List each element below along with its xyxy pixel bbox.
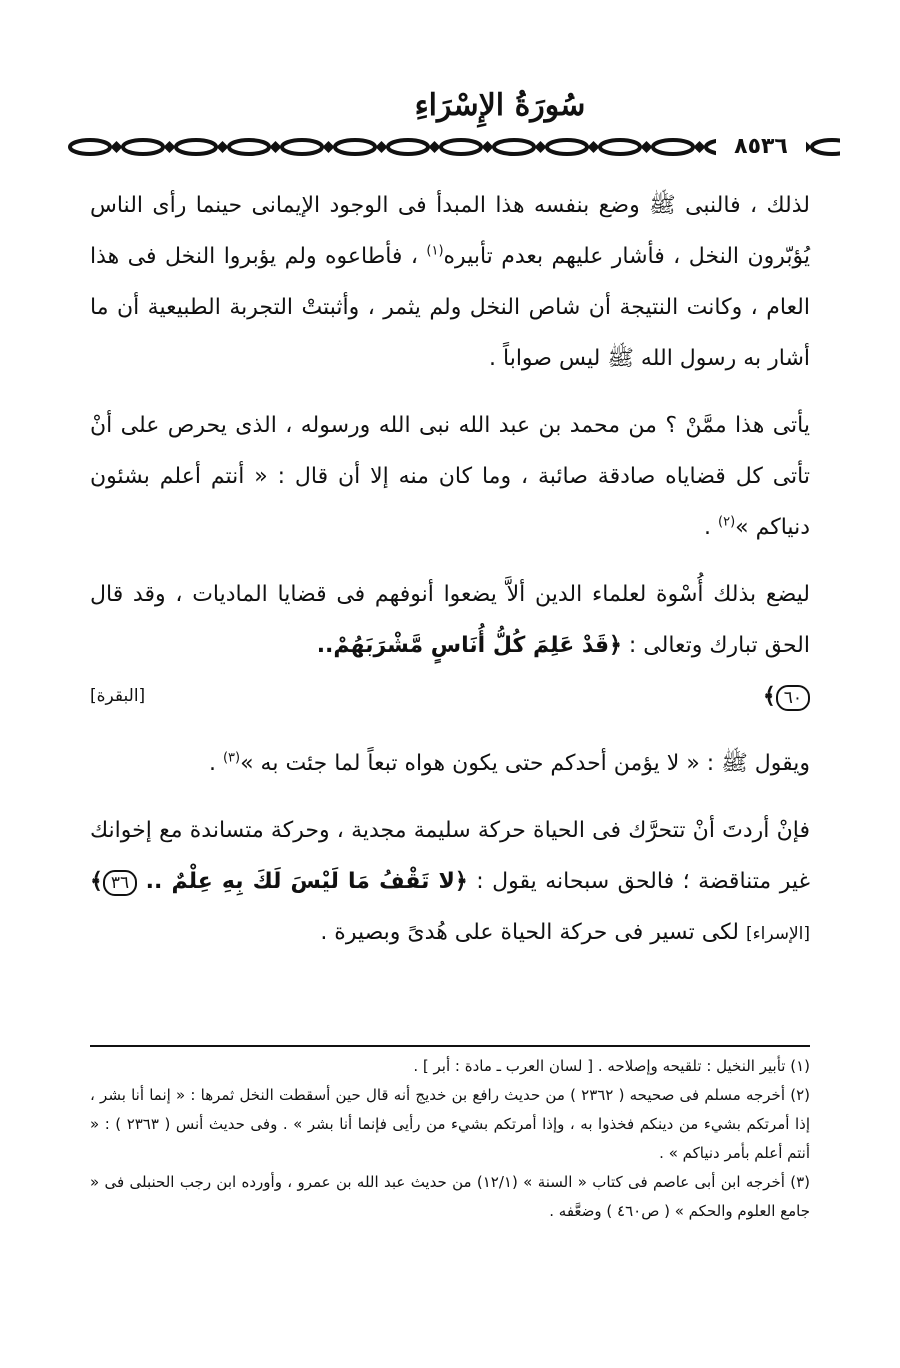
footnote-2: (٢) أخرجه مسلم فى صحيحه ( ٢٣٦٢ ) من حديث رافع بن خديج أنه قال حين أسقطت النخل ثمرها : « إنما أنا بشر ، إذا أمرتكم بشيء من دينكم فخذوا به ، وإذا أمرتكم بشيء من رأيى فإنما أنا بشر » . وفى حديث أنس ( ٢٣٦٣ ) : « أنتم أعلم بأمر دنياكم » . [90, 1086, 810, 1162]
paragraph-4-text: ويقول ﷺ : « لا يؤمن أحدكم حتى يكون هواه تبعاً لما جئت به » [240, 751, 810, 776]
ornament-diamond [376, 141, 388, 153]
footnote-ref-2: (٢) [718, 514, 736, 530]
ornament-link [494, 140, 534, 154]
page-header [60, 88, 840, 168]
ornament-diamond [111, 141, 123, 153]
ornament-link [335, 140, 375, 154]
footnote-3: (٣) أخرجه ابن أبى عاصم فى كتاب « السنة » (١٢/١) من حديث عبد الله بن عمرو ، وأورده ابن رجب الحنبلى فى « جامع العلوم والحكم » ( ص٤٦٠ ) وضعَّفه . [90, 1173, 811, 1220]
footnote-ref-3: (٣) [222, 750, 241, 766]
quran-close-1: ﴾ [762, 684, 776, 709]
paragraph-4 [90, 738, 810, 789]
quran-close-2: ﴾ [90, 869, 103, 894]
verse-marker-1 [763, 671, 810, 722]
footnote-ref-1: (١) [426, 243, 444, 259]
ornament-link [441, 140, 481, 154]
verse-number-1: ٦٠ [776, 685, 810, 711]
main-text [90, 180, 810, 976]
paragraph-4-end: . [208, 751, 216, 776]
ornament-diamond [588, 141, 600, 153]
ornament-diamond [482, 141, 494, 153]
ornament-link [229, 140, 269, 154]
ornament-diamond [217, 141, 229, 153]
surah-source-1: [البقرة] [90, 686, 146, 706]
page-number: ٨٥٣٦ [716, 134, 806, 160]
ornament-diamond [535, 141, 547, 153]
paragraph-5 [90, 805, 810, 960]
paragraph-1-continued: ، فأطاعوه ولم يؤبروا النخل فى هذا العام ، وكانت النتيجة أن شاص النخل ولم يثمر ، وأثبتتْ التجربة الطبيعية أن ما أشار به رسول الله ﷺ ليس صواباً . [90, 244, 810, 371]
paragraph-3 [90, 569, 810, 722]
paragraph-1 [90, 180, 810, 384]
footnote-1: (١) تأبير النخيل : تلقيحه وإصلاحه . [ لسان العرب ـ مادة : أبر ] . [413, 1057, 810, 1075]
ornament-link [176, 140, 216, 154]
surah-source-2: [الإسراء] [745, 924, 810, 944]
ornament-diamond [641, 141, 653, 153]
surah-title: سُورَةُ الإِسْرَاءِ [414, 88, 586, 123]
quran-quote-2: ﴿لا تَقْفُ مَا لَيْسَ لَكَ بِهِ عِلْمٌ .. [145, 869, 468, 894]
verse-number-2: ٣٦ [103, 870, 137, 896]
paragraph-5-text: فإنْ أردتَ أنْ تتحرَّك فى الحياة حركة سليمة مجدية ، وحركة متساندة مع إخوانك غير متناقضة ؛ فالحق سبحانه يقول : [90, 818, 810, 894]
ornament-diamond [270, 141, 282, 153]
quran-quote-1: ﴿قَدْ عَلِمَ كُلُّ أُنَاسٍ مَّشْرَبَهُمْ.. [316, 633, 622, 658]
ornament-diamond [323, 141, 335, 153]
ornament-link [123, 140, 163, 154]
ornament-diamond [164, 141, 176, 153]
footnotes [90, 1052, 810, 1226]
paragraph-5-continued: لكى تسير فى حركة الحياة على هُدىً وبصيرة . [320, 920, 739, 945]
footnote-divider [90, 1045, 810, 1047]
paragraph-3-text: ليضع بذلك أُسْوة لعلماء الدين ألاَّ يضعوا أنوفهم فى قضايا الماديات ، وقد قال الحق تبارك وتعالى : [90, 582, 810, 658]
ornament-link [600, 140, 640, 154]
ornament-link [812, 140, 840, 154]
paragraph-2-end: . [704, 515, 712, 540]
ornament-link [388, 140, 428, 154]
ornament-diamond [694, 141, 706, 153]
paragraph-2 [90, 400, 810, 553]
ornament-link [282, 140, 322, 154]
paragraph-2-text: يأتى هذا ممَّنْ ؟ من محمد بن عبد الله نبى الله ورسوله ، الذى يحرص على أنْ تأتى كل قضاياه صادقة صائبة ، وما كان منه إلا أن قال : « أنتم أعلم بشئون دنياكم » [90, 413, 810, 540]
ornament-link [70, 140, 110, 154]
paragraph-1-text: لذلك ، فالنبى ﷺ وضع بنفسه هذا المبدأ فى الوجود الإيمانى حينما رأى الناس يُؤبّرون النخل ، فأشار عليهم بعدم تأبيره [90, 193, 810, 269]
ornament-diamond [429, 141, 441, 153]
ornament-link [547, 140, 587, 154]
ornament-link [653, 140, 693, 154]
verse-citation-1 [90, 671, 810, 722]
